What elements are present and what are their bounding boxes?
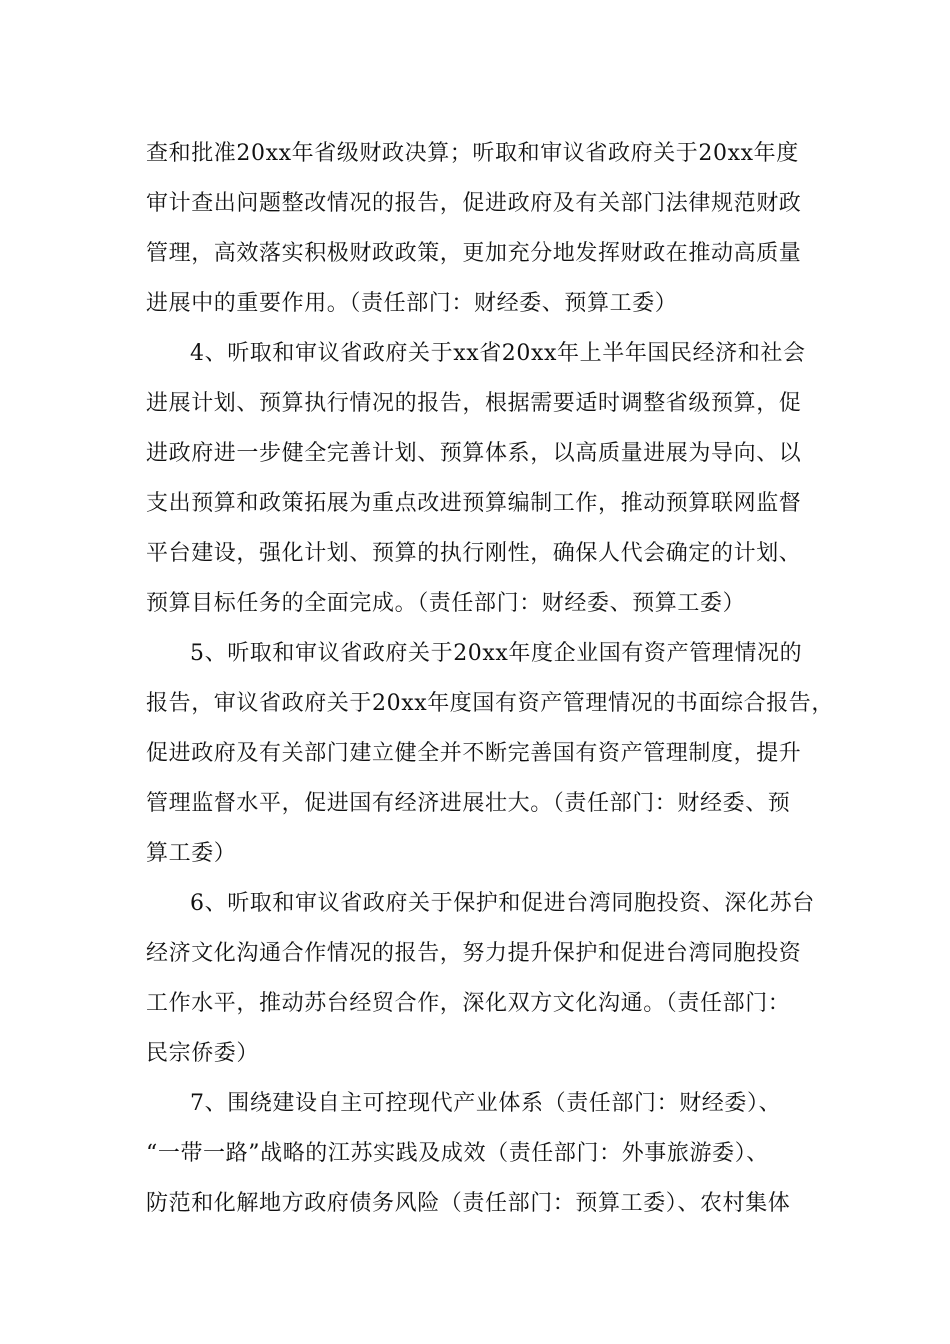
text-line: 平台建设，强化计划、预算的执行刚性，确保人代会确定的计划、	[146, 541, 802, 566]
text-line: 经济文化沟通合作情况的报告，努力提升保护和促进台湾同胞投资	[146, 941, 802, 966]
paragraph-6-first-line: 6、听取和审议省政府关于保护和促进台湾同胞投资、深化苏台	[190, 891, 815, 916]
text-line: 报告，审议省政府关于20xx年度国有资产管理情况的书面综合报告，	[146, 691, 835, 716]
text-line: 工作水平，推动苏台经贸合作，深化双方文化沟通。（责任部门：	[146, 991, 791, 1016]
text-line: 算工委）	[146, 841, 237, 866]
text-line: 防范和化解地方政府债务风险（责任部门：预算工委）、农村集体	[146, 1191, 791, 1216]
text-line: 民宗侨委）	[146, 1041, 260, 1066]
text-line: 预算目标任务的全面完成。（责任部门：财经委、预算工委）	[146, 591, 746, 616]
text-line: 进展计划、预算执行情况的报告，根据需要适时调整省级预算，促	[146, 391, 802, 416]
paragraph-5-first-line: 5、听取和审议省政府关于20xx年度企业国有资产管理情况的	[190, 641, 803, 666]
text-line: “一带一路”战略的江苏实践及成效（责任部门：外事旅游委）、	[146, 1141, 769, 1166]
text-line: 进政府进一步健全完善计划、预算体系，以高质量进展为导向、以	[146, 441, 802, 466]
text-line: 查和批准20xx年省级财政决算；听取和审议省政府关于20xx年度	[146, 141, 799, 166]
text-line: 审计查出问题整改情况的报告，促进政府及有关部门法律规范财政	[146, 191, 802, 216]
text-line: 进展中的重要作用。（责任部门：财经委、预算工委）	[146, 291, 678, 316]
paragraph-4-first-line: 4、听取和审议省政府关于xx省20xx年上半年国民经济和社会	[190, 341, 806, 366]
text-line: 管理监督水平，促进国有经济进展壮大。（责任部门：财经委、预	[146, 791, 791, 816]
text-line: 支出预算和政策拓展为重点改进预算编制工作，推动预算联网监督	[146, 491, 802, 516]
text-line: 促进政府及有关部门建立健全并不断完善国有资产管理制度，提升	[146, 741, 802, 766]
text-line: 管理，高效落实积极财政政策，更加充分地发挥财政在推动高质量	[146, 241, 802, 266]
paragraph-7-first-line: 7、围绕建设自主可控现代产业体系（责任部门：财经委）、	[190, 1091, 782, 1116]
